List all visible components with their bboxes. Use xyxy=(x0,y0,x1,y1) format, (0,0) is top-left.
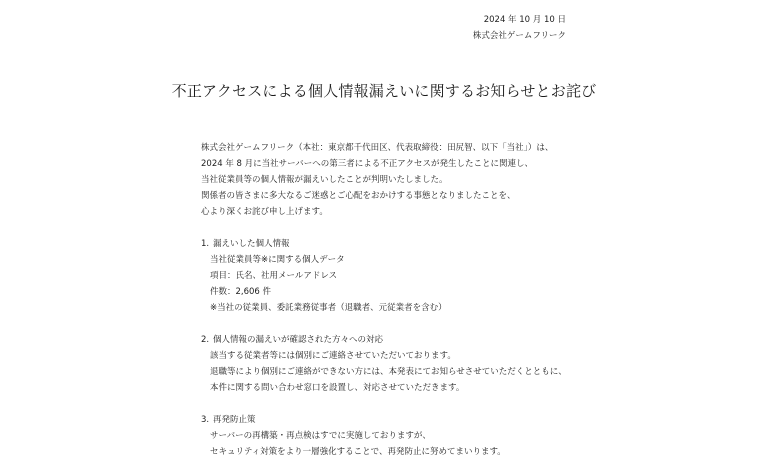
intro-line: 株式会社ゲームフリーク（本社：東京都千代田区、代表取締役：田尻智、以下「当社」）は、 xyxy=(201,143,554,153)
intro-paragraph xyxy=(201,140,701,220)
section-heading xyxy=(201,332,701,348)
section-leaked-info xyxy=(201,236,701,316)
company-name: 株式会社ゲームフリーク xyxy=(472,31,566,41)
section-line: 当社従業員等※に関する個人データ xyxy=(210,255,345,265)
intro-line: 心より深くお詫び申し上げます。 xyxy=(201,207,328,217)
section-line: セキュリティ対策をより一層強化することで、再発防止に努めてまいります。 xyxy=(210,447,506,457)
section-title: 再発防止策 xyxy=(213,415,256,425)
intro-line: 当社従業員等の個人情報が漏えいしたことが判明いたしました。 xyxy=(201,175,448,185)
section-line: ※当社の従業員、委託業務従事者（退職者、元従業者を含む） xyxy=(210,303,447,313)
document-meta xyxy=(473,12,566,44)
section-heading xyxy=(201,236,701,252)
section-number: 2. xyxy=(201,335,210,345)
intro-line: 2024 年 8 月に当社サーバーへの第三者による不正アクセスが発生したことに関連し、 xyxy=(201,159,533,169)
section-title: 個人情報の漏えいが確認された方々への対応 xyxy=(213,335,384,345)
section-title: 漏えいした個人情報 xyxy=(213,239,290,249)
section-line: 本件に関する問い合わせ窓口を設置し、対応させていただきます。 xyxy=(210,383,465,393)
section-number: 1. xyxy=(201,239,210,249)
section-line: 件数：2,606 件 xyxy=(210,287,272,297)
publish-date: 2024 年 10 月 10 日 xyxy=(483,15,566,25)
intro-line: 関係者の皆さまに多大なるご迷惑とご心配をおかけする事態となりましたことを、 xyxy=(201,191,516,201)
section-line: 項目：氏名、社用メールアドレス xyxy=(210,271,338,281)
section-heading xyxy=(201,412,701,428)
section-line: サーバーの再構築・再点検はすでに実施しておりますが、 xyxy=(210,431,431,441)
document-body xyxy=(201,140,701,460)
section-response xyxy=(201,332,701,396)
document-title: 不正アクセスによる個人情報漏えいに関するお知らせとお詫び xyxy=(171,82,597,100)
section-line: 退職等により個別にご連絡ができない方には、本発表にてお知らせさせていただくとともに、 xyxy=(210,367,567,377)
section-number: 3. xyxy=(201,415,210,425)
section-prevention xyxy=(201,412,701,460)
section-line: 該当する従業者等には個別にご連絡させていただいております。 xyxy=(210,351,456,361)
